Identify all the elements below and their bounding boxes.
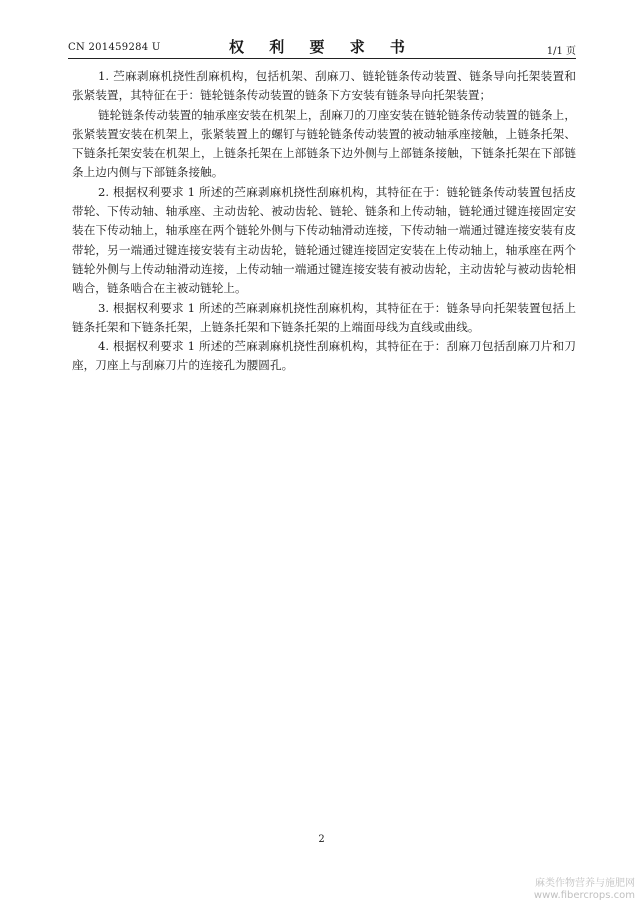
watermark-url: www.fibercrops.com [533, 890, 635, 901]
claim-1: 1. 苎麻剥麻机挠性刮麻机构，包括机架、刮麻刀、链轮链条传动装置、链条导向托架装置和张紧装置，其特征在于：链轮链条传动装置的链条下方安装有链条导向托架装置； [72, 69, 576, 103]
claim-2: 2. 根据权利要求 1 所述的苎麻剥麻机挠性刮麻机构，其特征在于：链轮链条传动装置包括皮带轮、下传动轴、轴承座、主动齿轮、被动齿轮、链轮、链条和上传动轴，链轮通过键连接固定安装在下传动轴上，轴承座在两个链轮外侧与下传动轴滑动连接，下传动轴一端通过键连接安装有皮带轮，另一端通过键连接安装有主动齿轮，链轮通过键连接固定安装在上传动轴上，轴承座在两个链轮外侧与上传动轴滑动连接，上传动轴一端通过键连接安装有被动齿轮，主动齿轮与被动齿轮相啮合，链条啮合在主被动链轮上。 [72, 184, 576, 296]
document-title: 权 利 要 求 书 [229, 38, 415, 56]
page-number: 2 [318, 834, 325, 845]
claim-3: 3. 根据权利要求 1 所述的苎麻剥麻机挠性刮麻机构，其特征在于：链条导向托架装置包括上链条托架和下链条托架，上链条托架和下链条托架的上端面母线为直线或曲线。 [72, 300, 576, 334]
site-watermark [534, 878, 635, 902]
claims-body [72, 67, 576, 376]
page-indicator: 1/1 页 [546, 46, 576, 57]
document-header [68, 28, 576, 62]
claim-1-continuation: 链轮链条传动装置的轴承座安装在机架上，刮麻刀的刀座安装在链轮链条传动装置的链条上，张紧装置安装在机架上，张紧装置上的螺钉与链轮链条传动装置的被动轴承座接触，上链条托架、下链条托架安装在机架上，上链条托架在上部链条下边外侧与上部链条接触，下链条托架在下部链条上边内侧与下部链条接触。 [72, 107, 576, 180]
patent-number: CN 201459284 U [68, 42, 161, 53]
watermark-site-name: 麻类作物营养与施肥网 [535, 878, 635, 889]
claim-4: 4. 根据权利要求 1 所述的苎麻剥麻机挠性刮麻机构，其特征在于：刮麻刀包括刮麻刀片和刀座，刀座上与刮麻刀片的连接孔为腰圆孔。 [72, 339, 576, 373]
header-rule [68, 58, 576, 59]
